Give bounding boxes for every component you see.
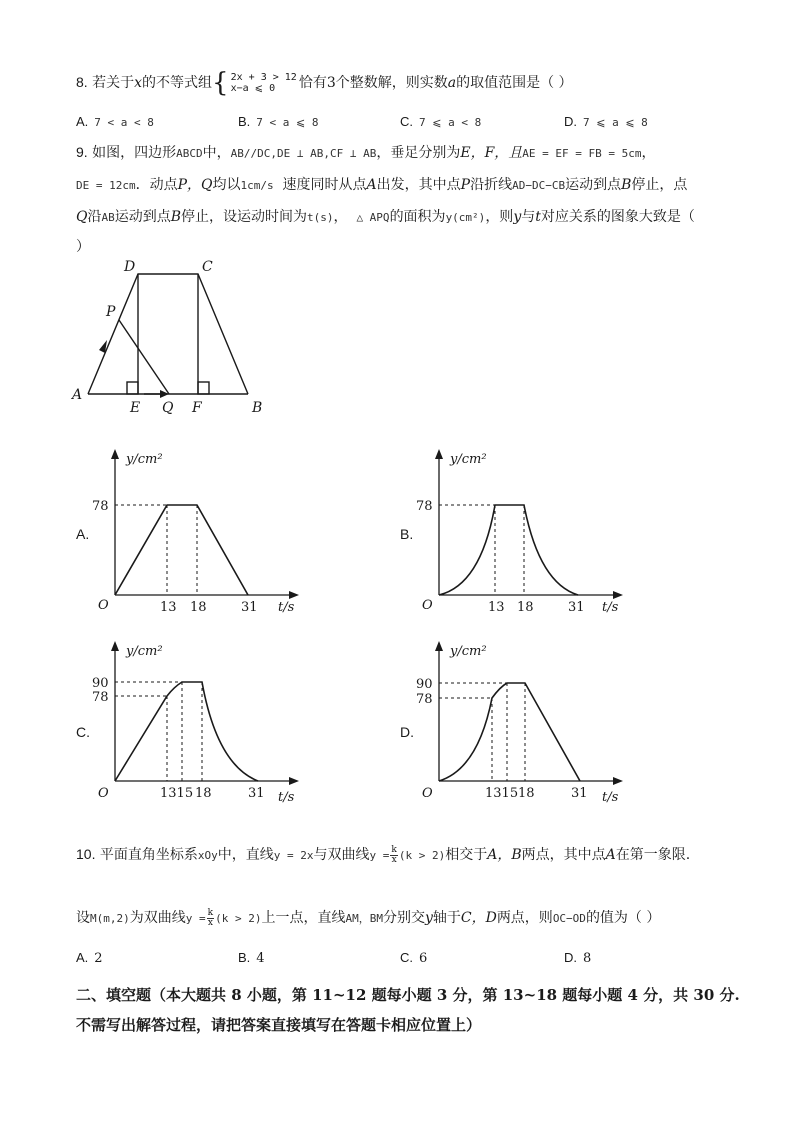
tick-18: 18 [190,600,207,615]
question-text: 为双曲线 [129,910,186,926]
origin-label: O [98,598,109,613]
option-label: D. [564,114,577,129]
variable: A [605,847,616,863]
option-a[interactable] [76,114,154,130]
question-text: 平面直角坐标系 [99,847,198,863]
question-text: E，F，且 [460,145,523,161]
right-angle-f [198,382,209,394]
y-axis-arrow-icon [111,449,119,459]
graph-option-c-label[interactable]: C. [76,724,90,740]
x-axis-label: t/s [278,600,295,615]
graph-option-b-label[interactable]: B. [400,526,414,542]
label-q: Q [162,400,174,416]
x-axis-label: t/s [278,790,295,805]
math-term: (k > 2) [398,849,446,862]
section-instructions: 不需写出解答过程，请把答案直接填写在答题卡相应位置上） [76,1016,482,1034]
tick-31: 31 [571,786,588,801]
label-p: P [106,304,116,320]
question-text: 速度同时从点 [282,177,367,193]
variable: P [460,177,471,193]
question-text: 与 [521,209,536,225]
tick-90: 90 [92,676,109,691]
option-label: B. [238,950,251,965]
option-b[interactable] [238,950,265,966]
question-9-line-2 [76,175,687,196]
math-term: AD−DC−CB [512,179,566,192]
tick-90: 90 [416,677,433,692]
question-text: ．动点 [135,177,178,193]
option-c[interactable] [400,114,481,130]
question-9-line-3 [76,207,695,228]
graph-option-d-label[interactable]: D. [400,724,414,740]
variable: t [535,209,541,225]
tick-13: 13 [160,600,177,615]
question-text: 沿折线 [470,177,513,193]
curve [115,505,248,595]
graph-option-a[interactable] [92,445,307,615]
x-axis-arrow-icon [613,591,623,599]
question-text: 轴于 [432,910,461,926]
question-text: 恰有3个整数解，则实数 [298,75,448,91]
variable: a [447,75,457,91]
y-axis-arrow-icon [111,641,119,651]
question-text: 如图，四边形 [92,145,177,161]
math-term: AM，BM [345,912,383,925]
variable: x [134,75,143,91]
x-axis-label: t/s [602,790,619,805]
question-text: ， [333,209,348,225]
y-axis-arrow-icon [435,449,443,459]
question-number: 8. [76,74,88,90]
question-text: 上一点，直线 [261,910,346,926]
option-b[interactable] [238,114,319,130]
question-text: 沿 [87,209,102,225]
question-text: ，则 [485,209,514,225]
question-text: 运动到点 [565,177,622,193]
variable: B [621,177,632,193]
math-term: (k > 2) [215,912,262,925]
curve [439,683,580,781]
question-text: 运动到点 [114,209,171,225]
option-text: 7 < a < 8 [94,116,154,129]
variable: P，Q [177,177,213,193]
numerator: k [391,844,397,855]
numerator: k [207,907,214,918]
tick-31: 31 [248,786,265,801]
option-text: 2 [94,951,103,966]
question-text: 中， [202,145,231,161]
tick-31: 31 [568,600,585,615]
question-text: 对应关系的图象大致是（ [540,209,695,225]
trapezoid-outline [88,274,248,394]
right-angle-e [127,382,138,394]
label-c: C [202,260,213,275]
denominator: x [207,917,213,928]
math-term: △ APQ [356,211,390,224]
y-axis-label: y/cm² [126,644,163,659]
label-e: E [130,400,141,416]
label-d: D [124,260,136,275]
variable: A [366,177,377,193]
question-text: 两点，则 [496,910,553,926]
option-d[interactable] [564,114,648,130]
variable: C，D [460,910,497,926]
option-text: 6 [419,951,428,966]
option-label: A. [76,950,89,965]
math-term: ABCD [176,147,203,160]
y-axis-arrow-icon [435,641,443,651]
tick-18: 18 [517,600,534,615]
question-text: 若关于 [92,75,135,91]
denominator: x [391,854,397,865]
curve [439,505,578,595]
question-text: ， [641,145,656,161]
question-text: 设 [76,910,90,926]
tick-78: 78 [92,690,109,705]
question-text: ，垂足分别为 [376,145,461,161]
inequality-1: 2x + 3 > 12 [230,72,297,83]
math-term: AE = EF = FB = 5cm [522,147,642,160]
label-b: B [252,400,263,416]
math-term: OC−OD [552,912,586,925]
math-term: DE = 12cm [76,179,136,192]
variable: y [513,209,522,225]
variable: B [170,209,182,225]
question-9-line-4: ） [76,239,90,255]
question-text: 两点，其中点 [521,847,606,863]
tick-18: 18 [518,786,535,801]
question-text: 在第一象限. [615,847,691,863]
y-axis-label: y/cm² [450,644,487,659]
question-8 [76,68,573,98]
variable: Q [76,209,88,225]
variable: A，B [487,847,522,863]
option-c[interactable] [400,950,427,966]
tick-1315: 1315 [485,786,519,801]
x-axis-arrow-icon [289,777,299,785]
graph-option-b[interactable] [416,445,631,615]
question-10-line-1 [76,844,690,866]
math-term: y = [369,849,390,862]
question-text: 分别交 [382,910,425,926]
question-9-line-1 [76,142,656,164]
inequality-2: x−a ⩽ 0 [230,83,276,94]
question-text: 的取值范围是（ ） [456,75,573,91]
math-term: y = [185,912,206,925]
origin-label: O [422,786,433,801]
trapezoid-figure [66,260,276,420]
question-text: 的面积为 [389,209,446,225]
fraction-k-over-x [207,909,214,928]
x-axis-label: t/s [602,600,619,615]
y-axis-label: y/cm² [126,452,163,467]
question-number: 9. [76,144,88,160]
option-label: D. [564,950,577,965]
question-text: 中，直线 [217,847,274,863]
option-text: 7 ⩽ a ⩽ 8 [583,116,648,129]
tick-78: 78 [416,499,433,514]
tick-78: 78 [92,499,109,514]
graph-option-d[interactable] [416,637,631,812]
section-heading: 二、填空题（本大题共 8 小题，第 11~12 题每小题 3 分，第 13~18 题每小题 4 分，共 30 分. [76,986,740,1004]
label-a: A [72,387,83,403]
tick-31: 31 [241,600,258,615]
x-axis-arrow-icon [613,777,623,785]
math-term: xOy [197,849,218,862]
curve [115,682,258,781]
question-10-line-2 [76,908,660,929]
option-label: C. [400,950,413,965]
y-axis-label: y/cm² [450,452,487,467]
math-term: M(m,2) [90,912,130,925]
question-text: 出发，其中点 [376,177,461,193]
math-term: y(cm²) [445,211,486,224]
tick-18: 18 [195,786,212,801]
fraction-k-over-x [390,846,397,865]
option-label: C. [400,114,413,129]
option-label: A. [76,114,89,129]
graph-option-c[interactable] [92,637,307,812]
option-text: 8 [583,951,592,966]
tick-1315: 1315 [160,786,194,801]
option-text: 7 < a ⩽ 8 [256,116,319,129]
math-term: y = 2x [273,849,314,862]
option-label: B. [238,114,251,129]
question-text: 与双曲线 [313,847,370,863]
option-text: 4 [256,951,265,966]
origin-label: O [422,598,433,613]
option-text: 7 ⩽ a < 8 [419,116,482,129]
label-f: F [192,400,202,416]
option-a[interactable] [76,950,103,966]
graph-option-a-label[interactable]: A. [76,526,90,542]
question-text: 停止，设运动时间为 [181,209,308,225]
option-d[interactable] [564,950,591,966]
tick-78: 78 [416,692,433,707]
math-term: 1cm/s [240,179,274,192]
question-text: 相交于 [445,847,488,863]
inequality-system [231,72,297,94]
origin-label: O [98,786,109,801]
math-term: AB//DC,DE ⊥ AB,CF ⊥ AB [230,147,377,160]
brace-symbol: { [212,68,229,98]
variable: y [424,910,433,926]
question-text: 的不等式组 [142,75,213,91]
question-number: 10. [76,846,96,862]
question-text: 停止，点 [631,177,688,193]
x-axis-arrow-icon [289,591,299,599]
question-text: 均以 [212,177,241,193]
question-text: 的值为（ ） [585,910,661,926]
tick-13: 13 [488,600,505,615]
math-term: t(s) [307,211,334,224]
math-term: AB [101,211,115,224]
